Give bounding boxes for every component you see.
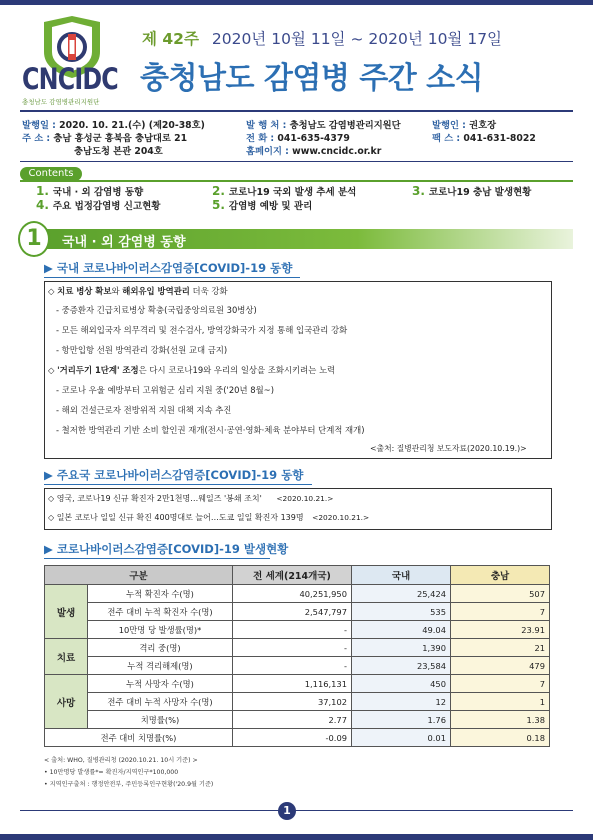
subsection-underline	[44, 277, 300, 278]
cell-world: 2.77	[233, 711, 352, 729]
person-key: 발행인 :	[432, 120, 466, 131]
cell-world: -	[233, 639, 352, 657]
web-key: 홈페이지 :	[246, 146, 289, 157]
table-header-row	[45, 566, 550, 585]
contents-label: Contents	[20, 167, 82, 181]
cell-world: -0.09	[233, 729, 352, 747]
page-number: 1	[278, 802, 296, 820]
row-label: 누적 격리해제(명)	[88, 657, 233, 675]
tel-value: 041-635-4379	[277, 133, 350, 144]
row-label: 전주 대비 누적 사망자 수(명)	[88, 693, 233, 711]
page-title: 충청남도 감염병 주간 소식	[140, 61, 484, 96]
toc-item-2[interactable]: 2. 코로나19 국외 발생 추세 분석	[212, 184, 357, 198]
cell-chungnam: 7	[451, 603, 550, 621]
table-note-population: • 지역인구출처 : 행정안전부, 주민등록인구현황('20.9월 기준)	[44, 781, 214, 788]
fax-value: 041-631-8022	[463, 133, 536, 144]
cell-korea: 23,584	[352, 657, 451, 675]
cell-korea: 1,390	[352, 639, 451, 657]
row-label: 10만명 당 발생률(명)*	[88, 621, 233, 639]
issue-number: 제 42주	[142, 30, 199, 48]
subsection-underline	[44, 484, 312, 485]
group-label-death: 사망	[45, 675, 88, 729]
table-row	[45, 621, 550, 639]
domestic-line-6: - 코로나 우울 예방부터 고위험군 심리 지원 중('20년 8월~)	[56, 385, 274, 395]
cell-chungnam: 507	[451, 585, 550, 603]
domestic-line-8: - 철저한 방역관리 기반 소비 할인권 재개(전시·공연·영화·체육 분야부터 단계적 재개)	[56, 425, 365, 435]
row-label: 누적 확진자 수(명)	[88, 585, 233, 603]
table-row	[45, 675, 550, 693]
table-row	[45, 585, 550, 603]
cell-korea: 25,424	[352, 585, 451, 603]
logo-text: CNCIDC	[22, 62, 118, 96]
covid-status-table	[44, 565, 550, 747]
group-label-treatment: 치료	[45, 639, 88, 675]
global-line-2: ◇ 일본 코로나 일일 신규 확진 400명대로 늘어…도쿄 일일 확진자 139명 <2020.10.21.>	[48, 513, 370, 522]
row-label: 전주 대비 누적 확진자 수(명)	[88, 603, 233, 621]
header-chungnam: 충남	[451, 566, 550, 585]
web-link[interactable]: www.cncidc.or.kr	[292, 146, 382, 157]
cell-korea: 0.01	[352, 729, 451, 747]
info-col-3	[432, 119, 536, 145]
cell-world: 40,251,950	[233, 585, 352, 603]
table-note-rate: • 10만명당 발생률*= 확진자/지역인구*100,000	[44, 769, 179, 776]
toc-item-5[interactable]: 5. 감염병 예방 및 관리	[212, 198, 313, 212]
row-label: 누적 사망자 수(명)	[88, 675, 233, 693]
logo-subtitle: 충청남도 감염병관리지원단	[22, 98, 100, 106]
table-row	[45, 693, 550, 711]
cell-world: -	[233, 657, 352, 675]
address-key: 주 소 :	[22, 133, 51, 144]
subsection-underline	[44, 558, 270, 559]
issue-date-value: 2020. 10. 21.(수) (제20-38호)	[59, 120, 205, 131]
table-row	[45, 603, 550, 621]
domestic-line-1: ◇ 치료 병상 확보와 해외유입 방역관리 더욱 강화	[48, 286, 228, 296]
domestic-line-7: - 해외 건설근로자 전방위적 지원 대책 지속 추진	[56, 405, 232, 415]
cell-korea: 49.04	[352, 621, 451, 639]
address-value: 충남 홍성군 홍북읍 충남대로 21	[53, 133, 188, 144]
toc-item-1[interactable]: 1. 국내 · 외 감염병 동향	[36, 184, 144, 198]
cell-chungnam: 479	[451, 657, 550, 675]
cell-world: -	[233, 621, 352, 639]
row-label: 전주 대비 치명률(%)	[45, 729, 233, 747]
issue-period: 2020년 10월 11일 ~ 2020년 10월 17일	[211, 30, 503, 48]
cell-korea: 450	[352, 675, 451, 693]
table-row	[45, 711, 550, 729]
domestic-line-2: - 중증환자 긴급치료병상 확충(국립중앙의료원 30병상)	[56, 305, 257, 315]
publisher-key: 발 행 처 :	[246, 120, 287, 131]
cell-world: 2,547,797	[233, 603, 352, 621]
domestic-line-4: - 항만입항 선원 방역관리 강화(선원 교대 금지)	[56, 345, 228, 355]
subsection-status-title: ▶ 코로나바이러스감염증[COVID]-19 발생현황	[44, 542, 289, 556]
table-row	[45, 657, 550, 675]
domestic-source: <출처: 질병관리청 보도자료(2020.10.19.)>	[370, 444, 527, 453]
contents-divider	[20, 180, 573, 182]
table-note-source: < 출처: WHO, 질병관리청 (2020.10.21. 10시 기준) >	[44, 757, 198, 764]
header-korea: 국내	[352, 566, 451, 585]
cell-chungnam: 21	[451, 639, 550, 657]
subsection-global-title: ▶ 주요국 코로나바이러스감염증[COVID]-19 동향	[44, 468, 304, 482]
section-1-title: 국내 · 외 감염병 동향	[62, 235, 186, 250]
group-label-occurrence: 발생	[45, 585, 88, 639]
cell-chungnam: 1	[451, 693, 550, 711]
info-col-2	[246, 119, 401, 158]
header-category: 구분	[45, 566, 233, 585]
domestic-line-5: ◇ '거리두기 1단계' 조정은 다시 코로나19와 우리의 일상을 조화시키려는 노력	[48, 365, 336, 375]
section-1-number: 1	[18, 221, 50, 257]
header-world: 전 세계(214개국)	[233, 566, 352, 585]
table-row	[45, 639, 550, 657]
row-label: 격리 중(명)	[88, 639, 233, 657]
fax-key: 팩 스 :	[432, 133, 461, 144]
global-line-1: ◇ 영국, 코로나19 신규 확진자 2만1천명…웨일즈 '봉쇄 조치' <2020.10.21.>	[48, 494, 334, 503]
toc-item-4[interactable]: 4. 주요 법정감염병 신고현황	[36, 198, 161, 212]
issue-date-key: 발행일 :	[22, 120, 56, 131]
header-divider	[20, 110, 573, 112]
person-value: 권호장	[469, 120, 497, 131]
top-bar	[0, 0, 593, 5]
publisher-value: 충청남도 감염병관리지원단	[289, 120, 401, 131]
info-col-1	[22, 119, 205, 158]
cell-world: 37,102	[233, 693, 352, 711]
table-row	[45, 729, 550, 747]
footer-divider	[20, 810, 573, 811]
cell-korea: 1.76	[352, 711, 451, 729]
tel-key: 전 화 :	[246, 133, 275, 144]
cell-chungnam: 1.38	[451, 711, 550, 729]
address-value-2: 충남도청 본관 204호	[74, 146, 163, 157]
info-divider	[20, 161, 573, 162]
cell-world: 1,116,131	[233, 675, 352, 693]
cell-chungnam: 0.18	[451, 729, 550, 747]
domestic-line-3: - 모든 해외입국자 의무격리 및 전수검사, 방역강화국가 지정 통해 입국관리 강화	[56, 325, 348, 335]
issue-line	[142, 27, 502, 49]
toc-item-3[interactable]: 3. 코로나19 충남 발생현황	[412, 184, 532, 198]
bottom-bar	[0, 834, 593, 840]
row-label: 치명률(%)	[88, 711, 233, 729]
cell-chungnam: 7	[451, 675, 550, 693]
cell-korea: 535	[352, 603, 451, 621]
cell-chungnam: 23.91	[451, 621, 550, 639]
cell-korea: 12	[352, 693, 451, 711]
subsection-domestic-title: ▶ 국내 코로나바이러스감염증[COVID]-19 동향	[44, 261, 293, 275]
